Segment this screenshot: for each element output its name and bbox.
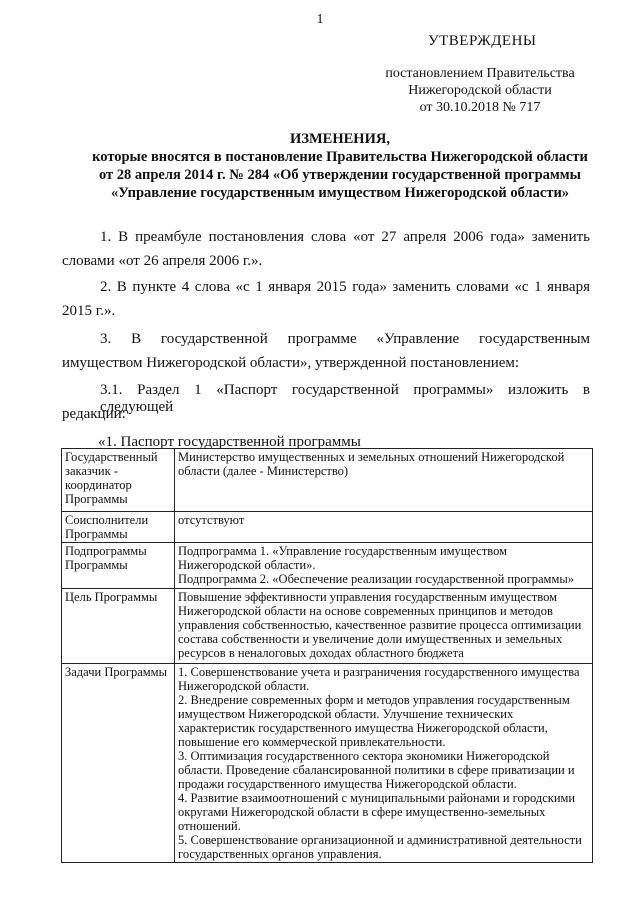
- task-item: 1. Совершенствование учета и разграничения государственного имущества Нижегородской области.: [178, 665, 580, 693]
- table-row: [62, 664, 593, 863]
- subprogram-2: Подпрограмма 2. «Обеспечение реализации государственной программы»: [178, 572, 575, 586]
- paragraph-1-line-1: 1. В преамбуле постановления слова «от 27 апреля 2006 года» заменить: [100, 229, 590, 245]
- approval-line-1: постановлением Правительства: [385, 66, 575, 81]
- heading-line-3: от 28 апреля 2014 г. № 284 «Об утверждении государственной программы: [98, 167, 582, 183]
- page-number: 1: [316, 12, 324, 27]
- subprogram-1: Подпрограмма 1. «Управление государственным имуществом Нижегородской области».: [178, 544, 508, 572]
- row-value-customer: Министерство имущественных и земельных отношений Нижегородской области (далее - Министерство): [175, 449, 593, 512]
- paragraph-3-line-1: 3. В государственной программе «Управление государственным: [100, 331, 590, 347]
- paragraph-2-line-2: 2015 г.».: [62, 303, 116, 319]
- paragraph-1-line-2: словами «от 26 апреля 2006 г.».: [62, 253, 263, 269]
- approval-line-2: Нижегородской области: [408, 83, 552, 98]
- paragraph-2-line-1: 2. В пункте 4 слова «с 1 января 2015 года» заменить словами «с 1 января: [100, 279, 590, 295]
- row-label-goal: Цель Программы: [62, 589, 175, 664]
- row-value-subprograms: [175, 543, 593, 589]
- task-item: 2. Внедрение современных форм и методов управления государственным имуществом Нижегородской области. Улучшение технических характеристик государственного имущества Нижегородской области, повышение его коммерческой привлекательности.: [178, 693, 570, 749]
- approval-line-3: от 30.10.2018 № 717: [419, 100, 541, 115]
- row-label-coexecutors: Соисполнители Программы: [62, 512, 175, 543]
- paragraph-3-1-line-1: 3.1. Раздел 1 «Паспорт государственной программы» изложить в следующей: [100, 382, 590, 415]
- row-value-goal: Повышение эффективности управления государственным имуществом Нижегородской области на основе современных принципов и методов управления собственностью, качественное развитие процесса оптимизации состава собственности и увеличение доли имущественных и земельных ресурсов в неналоговых доходах областного бюджета: [175, 589, 593, 664]
- row-label-tasks: Задачи Программы: [62, 664, 175, 863]
- row-value-tasks: [175, 664, 593, 863]
- task-item: 3. Оптимизация государственного сектора экономики Нижегородской области. Проведение сбалансированной политики в сфере приватизации и продажи государственного имущества Нижегородской области.: [178, 749, 575, 791]
- table-row: [62, 543, 593, 589]
- heading-line-4: «Управление государственным имуществом Нижегородской области»: [110, 185, 570, 201]
- task-item: 5. Совершенствование организационной и административной деятельности государственных органов управления.: [178, 833, 582, 861]
- heading-line-1: ИЗМЕНЕНИЯ,: [290, 131, 390, 147]
- row-label-subprograms: Подпрограммы Программы: [62, 543, 175, 589]
- section-caption: «1. Паспорт государственной программы: [98, 434, 361, 450]
- heading-line-2: которые вносятся в постановление Правительства Нижегородской области: [92, 149, 588, 165]
- table-row: [62, 449, 593, 512]
- table-row: [62, 512, 593, 543]
- row-value-coexecutors: отсутствуют: [175, 512, 593, 543]
- paragraph-3-1-line-2: редакции:: [62, 406, 126, 422]
- row-label-customer: Государственный заказчик - координатор Программы: [62, 449, 175, 512]
- paragraph-3-line-2: имуществом Нижегородской области», утвержденной постановлением:: [62, 355, 520, 371]
- table-row: [62, 589, 593, 664]
- passport-table: [61, 448, 593, 863]
- approval-title: УТВЕРЖДЕНЫ: [428, 33, 537, 49]
- task-item: 4. Развитие взаимоотношений с муниципальными районами и городскими округами Нижегородской области в сфере имущественно-земельных отношений.: [178, 791, 576, 833]
